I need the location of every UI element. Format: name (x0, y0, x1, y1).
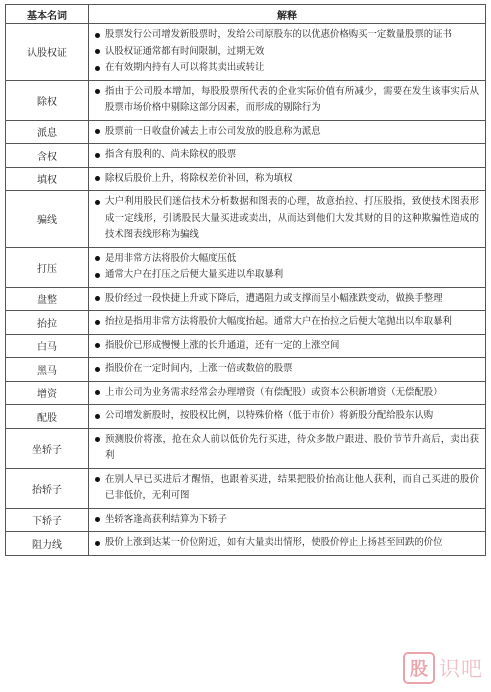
bullet-dot-icon (95, 517, 100, 522)
bullet-text: 指含有股利的、尚未除权的股票 (105, 149, 237, 160)
bullet-text: 指股价在一定时间内，上涨一倍或数倍的股票 (105, 363, 293, 374)
bullet-dot-icon (95, 390, 100, 395)
explanation-cell (89, 428, 486, 468)
table-row (6, 381, 486, 405)
table-row (6, 247, 486, 287)
explanation-cell (89, 144, 486, 168)
table-row (6, 120, 486, 144)
bullet-text: 在有效期内持有人可以将其卖出或转让 (105, 62, 265, 73)
header-term: 基本名词 (6, 5, 89, 24)
term-cell: 认股权证 (6, 24, 89, 81)
bullet-item (95, 147, 479, 164)
bullet-dot-icon (95, 414, 100, 419)
table-row (6, 532, 486, 556)
bullet-text: 抬拉是指用非常方法将股价大幅度抬起。通常大户在抬拉之后便大笔抛出以牟取暴利 (105, 316, 452, 327)
term-cell: 除权 (6, 80, 89, 120)
explanation-cell (89, 358, 486, 382)
table-row (6, 468, 486, 508)
bullet-dot-icon (95, 320, 100, 325)
bullet-dot-icon (95, 477, 100, 482)
explanation-cell (89, 405, 486, 429)
bullet-dot-icon (95, 437, 100, 442)
explanation-cell (89, 334, 486, 358)
bullet-item (95, 251, 479, 268)
bullet-item (95, 472, 479, 505)
header-explanation: 解释 (89, 5, 486, 24)
table-row (6, 191, 486, 248)
table-row (6, 311, 486, 335)
bullet-dot-icon (95, 89, 100, 94)
explanation-cell (89, 287, 486, 311)
bullet-text: 是用非常方法将股价大幅度压低 (105, 252, 237, 264)
term-cell: 增资 (6, 381, 89, 405)
explanation-cell (89, 167, 486, 191)
term-cell: 黑马 (6, 358, 89, 382)
term-cell: 抬拉 (6, 311, 89, 335)
table-row (6, 334, 486, 358)
bullet-dot-icon (95, 367, 100, 372)
table-row (6, 287, 486, 311)
explanation-cell (89, 80, 486, 120)
term-cell: 下轿子 (6, 508, 89, 532)
bullet-item (95, 124, 479, 141)
bullet-dot-icon (95, 66, 100, 71)
explanation-cell (89, 191, 486, 248)
bullet-text: 坐轿客逢高获利结算为下轿子 (105, 513, 227, 525)
term-cell: 白马 (6, 334, 89, 358)
bullet-dot-icon (95, 153, 100, 158)
bullet-text: 除权后股价上升，将除权差价补回，称为填权 (105, 172, 293, 184)
bullet-dot-icon (95, 49, 100, 54)
bullet-text: 上市公司为业务需求经常会办理增资（有偿配股）或资本公积新增资（无偿配股） (105, 386, 443, 398)
bullet-item (95, 361, 479, 378)
term-cell: 盘整 (6, 287, 89, 311)
bullet-dot-icon (95, 200, 100, 205)
term-cell: 派息 (6, 120, 89, 144)
bullet-item (95, 27, 479, 44)
bullet-text: 股价经过一段快捷上升或下降后，遭遇阻力或支撑而呈小幅涨跌变动，做换手整理 (105, 292, 443, 304)
explanation-cell (89, 24, 486, 81)
explanation-cell (89, 247, 486, 287)
table-body (6, 24, 486, 556)
bullet-dot-icon (95, 33, 100, 38)
term-cell: 填权 (6, 167, 89, 191)
bullet-dot-icon (95, 541, 100, 546)
bullet-item (95, 338, 479, 355)
watermark (403, 652, 483, 684)
bullet-item (95, 84, 479, 117)
bullet-item (95, 44, 479, 61)
table-row (6, 167, 486, 191)
bullet-item (95, 535, 479, 552)
bullet-text: 股价上涨到达某一价位附近，如有大量卖出情形，使股价停止上扬甚至回跌的价位 (105, 537, 443, 548)
bullet-dot-icon (95, 176, 100, 181)
bullet-text: 大户利用股民们迷信技术分析数据和图表的心理，故意抬拉、打压股指，致使技术图表形成一定线形，引诱股民大量买进或卖出，从而达到他们大发其财的目的这种欺骗性造成的技术图表线形称为骗线 (105, 196, 479, 240)
watermark-logo: 股 (403, 652, 435, 684)
bullet-text: 股票发行公司增发新股票时，发给公司原股东的以优惠价格购买一定数量股票的证书 (105, 29, 452, 40)
explanation-cell (89, 120, 486, 144)
bullet-dot-icon (95, 273, 100, 278)
term-cell: 阻力线 (6, 532, 89, 556)
bullet-text: 在别人早已买进后才醒悟，也跟着买进，结果把股价抬高让他人获利，而自己买进的股价已非低价，无利可图 (105, 473, 479, 501)
bullet-text: 股票前一日收盘价减去上市公司发放的股息称为派息 (105, 125, 321, 137)
explanation-cell (89, 311, 486, 335)
bullet-item (95, 512, 479, 529)
bullet-item (95, 314, 479, 331)
bullet-text: 预测股价将涨，抢在众人前以低价先行买进，待众多散户跟进、股价节节升高后，卖出获利 (105, 433, 479, 461)
table-row (6, 428, 486, 468)
watermark-text: 识吧 (439, 657, 483, 681)
bullet-item (95, 60, 479, 77)
bullet-item (95, 267, 479, 284)
table-row (6, 405, 486, 429)
bullet-text: 指股价已形成慢慢上涨的长升通道，还有一定的上涨空间 (105, 339, 340, 351)
bullet-item (95, 291, 479, 308)
explanation-cell (89, 508, 486, 532)
explanation-cell (89, 381, 486, 405)
term-cell: 配股 (6, 405, 89, 429)
bullet-item (95, 408, 479, 425)
bullet-item (95, 194, 479, 244)
bullet-item (95, 171, 479, 188)
bullet-dot-icon (95, 256, 100, 261)
term-cell: 含权 (6, 144, 89, 168)
table-row (6, 24, 486, 81)
bullet-dot-icon (95, 296, 100, 301)
explanation-cell (89, 468, 486, 508)
glossary-table (5, 4, 486, 556)
term-cell: 打压 (6, 247, 89, 287)
bullet-text: 通常大户在打压之后便大量买进以牟取暴利 (105, 269, 284, 280)
explanation-cell (89, 532, 486, 556)
bullet-dot-icon (95, 129, 100, 134)
bullet-text: 指由于公司股本增加，每股股票所代表的企业实际价值有所减少，需要在发生该事实后从股票市场价格中剔除这部分因素，而形成的剔除行为 (105, 85, 479, 113)
bullet-text: 公司增发新股时，按股权比例，以特殊价格（低于市价）将新股分配给股东认购 (105, 410, 434, 421)
table-row (6, 508, 486, 532)
table-header-row (6, 5, 486, 24)
term-cell: 坐轿子 (6, 428, 89, 468)
bullet-item (95, 385, 479, 402)
table-row (6, 80, 486, 120)
term-cell: 骗线 (6, 191, 89, 248)
table-row (6, 358, 486, 382)
bullet-dot-icon (95, 343, 100, 348)
bullet-item (95, 432, 479, 465)
table-row (6, 144, 486, 168)
term-cell: 抬轿子 (6, 468, 89, 508)
bullet-text: 认股权证通常都有时间限制，过期无效 (105, 45, 265, 57)
